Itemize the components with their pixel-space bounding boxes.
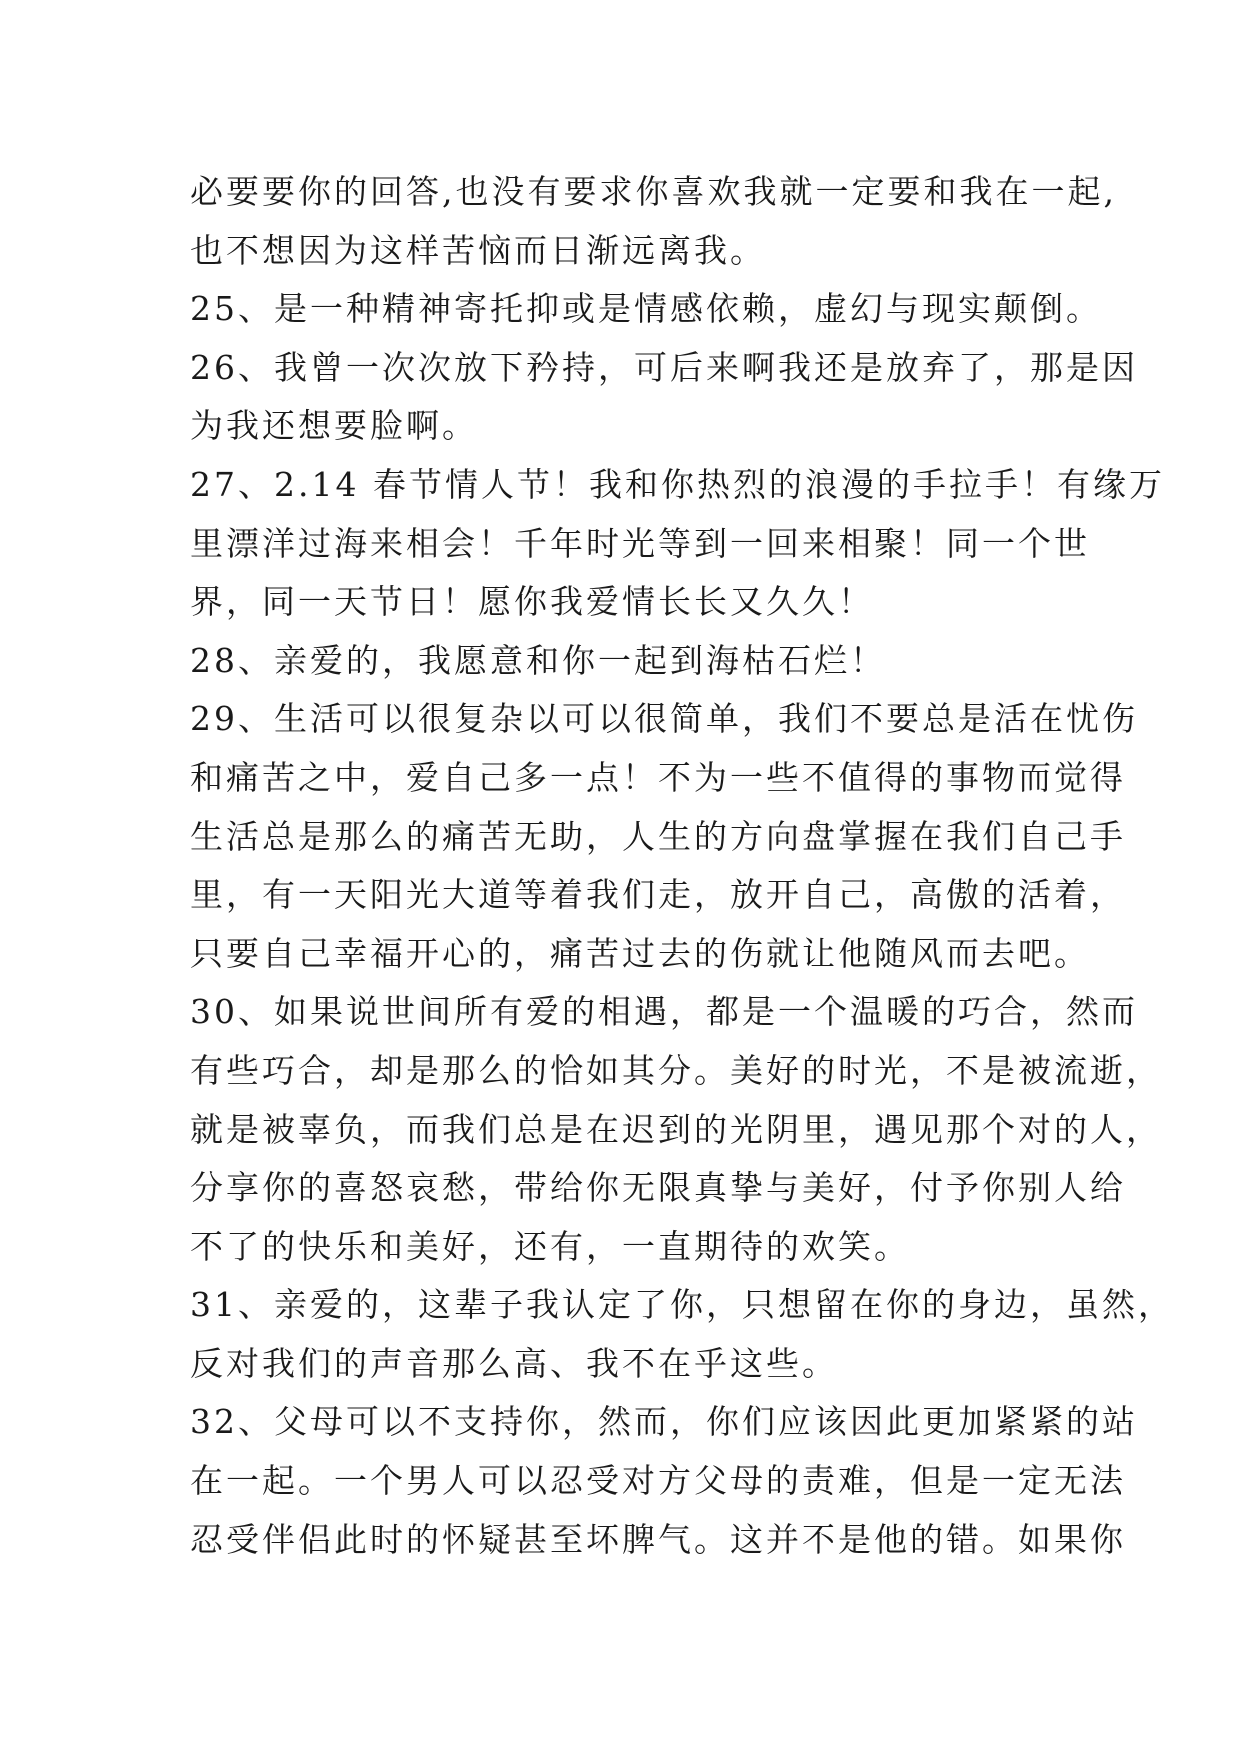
- text-line: 27、2.14 春节情人节！我和你热烈的浪漫的手拉手！有缘万: [190, 464, 1165, 504]
- text-line: 忍受伴侣此时的怀疑甚至坏脾气。这并不是他的错。如果你: [190, 1519, 1126, 1559]
- text-line: 32、父母可以不支持你，然而，你们应该因此更加紧紧的站: [190, 1402, 1138, 1442]
- text-line: 不了的快乐和美好，还有，一直期待的欢笑。: [190, 1226, 910, 1266]
- text-line: 26、我曾一次次放下矜持，可后来啊我还是放弃了，那是因: [190, 347, 1138, 387]
- text-line: 为我还想要脸啊。: [190, 406, 478, 446]
- text-line: 只要自己幸福开心的，痛苦过去的伤就让他随风而去吧。: [190, 933, 1090, 973]
- text-line: 有些巧合，却是那么的恰如其分。美好的时光，不是被流逝，: [190, 1050, 1162, 1090]
- text-line: 31、亲爱的，这辈子我认定了你，只想留在你的身边，虽然，: [190, 1285, 1174, 1325]
- text-line: 里漂洋过海来相会！千年时光等到一回来相聚！同一个世: [190, 523, 1090, 563]
- text-line: 里，有一天阳光大道等着我们走，放开自己，高傲的活着，: [190, 875, 1126, 915]
- text-line: 25、是一种精神寄托抑或是情感依赖，虚幻与现实颠倒。: [190, 289, 1102, 329]
- text-line: 29、生活可以很复杂以可以很简单，我们不要总是活在忧伤: [190, 699, 1138, 739]
- text-line: 28、亲爱的，我愿意和你一起到海枯石烂！: [190, 640, 886, 680]
- text-line: 就是被辜负，而我们总是在迟到的光阴里，遇见那个对的人，: [190, 1109, 1162, 1149]
- text-line: 必要要你的回答,也没有要求你喜欢我就一定要和我在一起,: [190, 172, 1117, 211]
- text-line: 生活总是那么的痛苦无助，人生的方向盘掌握在我们自己手: [190, 816, 1126, 856]
- text-line: 界，同一天节日！愿你我爱情长长又久久！: [190, 582, 874, 622]
- text-line: 也不想因为这样苦恼而日渐远离我。: [190, 230, 766, 270]
- text-line: 和痛苦之中，爱自己多一点！不为一些不值得的事物而觉得: [190, 757, 1126, 797]
- text-line: 分享你的喜怒哀愁，带给你无限真挚与美好，付予你别人给: [190, 1168, 1126, 1208]
- text-line: 30、如果说世间所有爱的相遇，都是一个温暖的巧合，然而: [190, 992, 1138, 1032]
- document-body: [190, 163, 1174, 1569]
- text-line: 在一起。一个男人可以忍受对方父母的责难，但是一定无法: [190, 1461, 1126, 1501]
- text-line: 反对我们的声音那么高、我不在乎这些。: [190, 1343, 838, 1383]
